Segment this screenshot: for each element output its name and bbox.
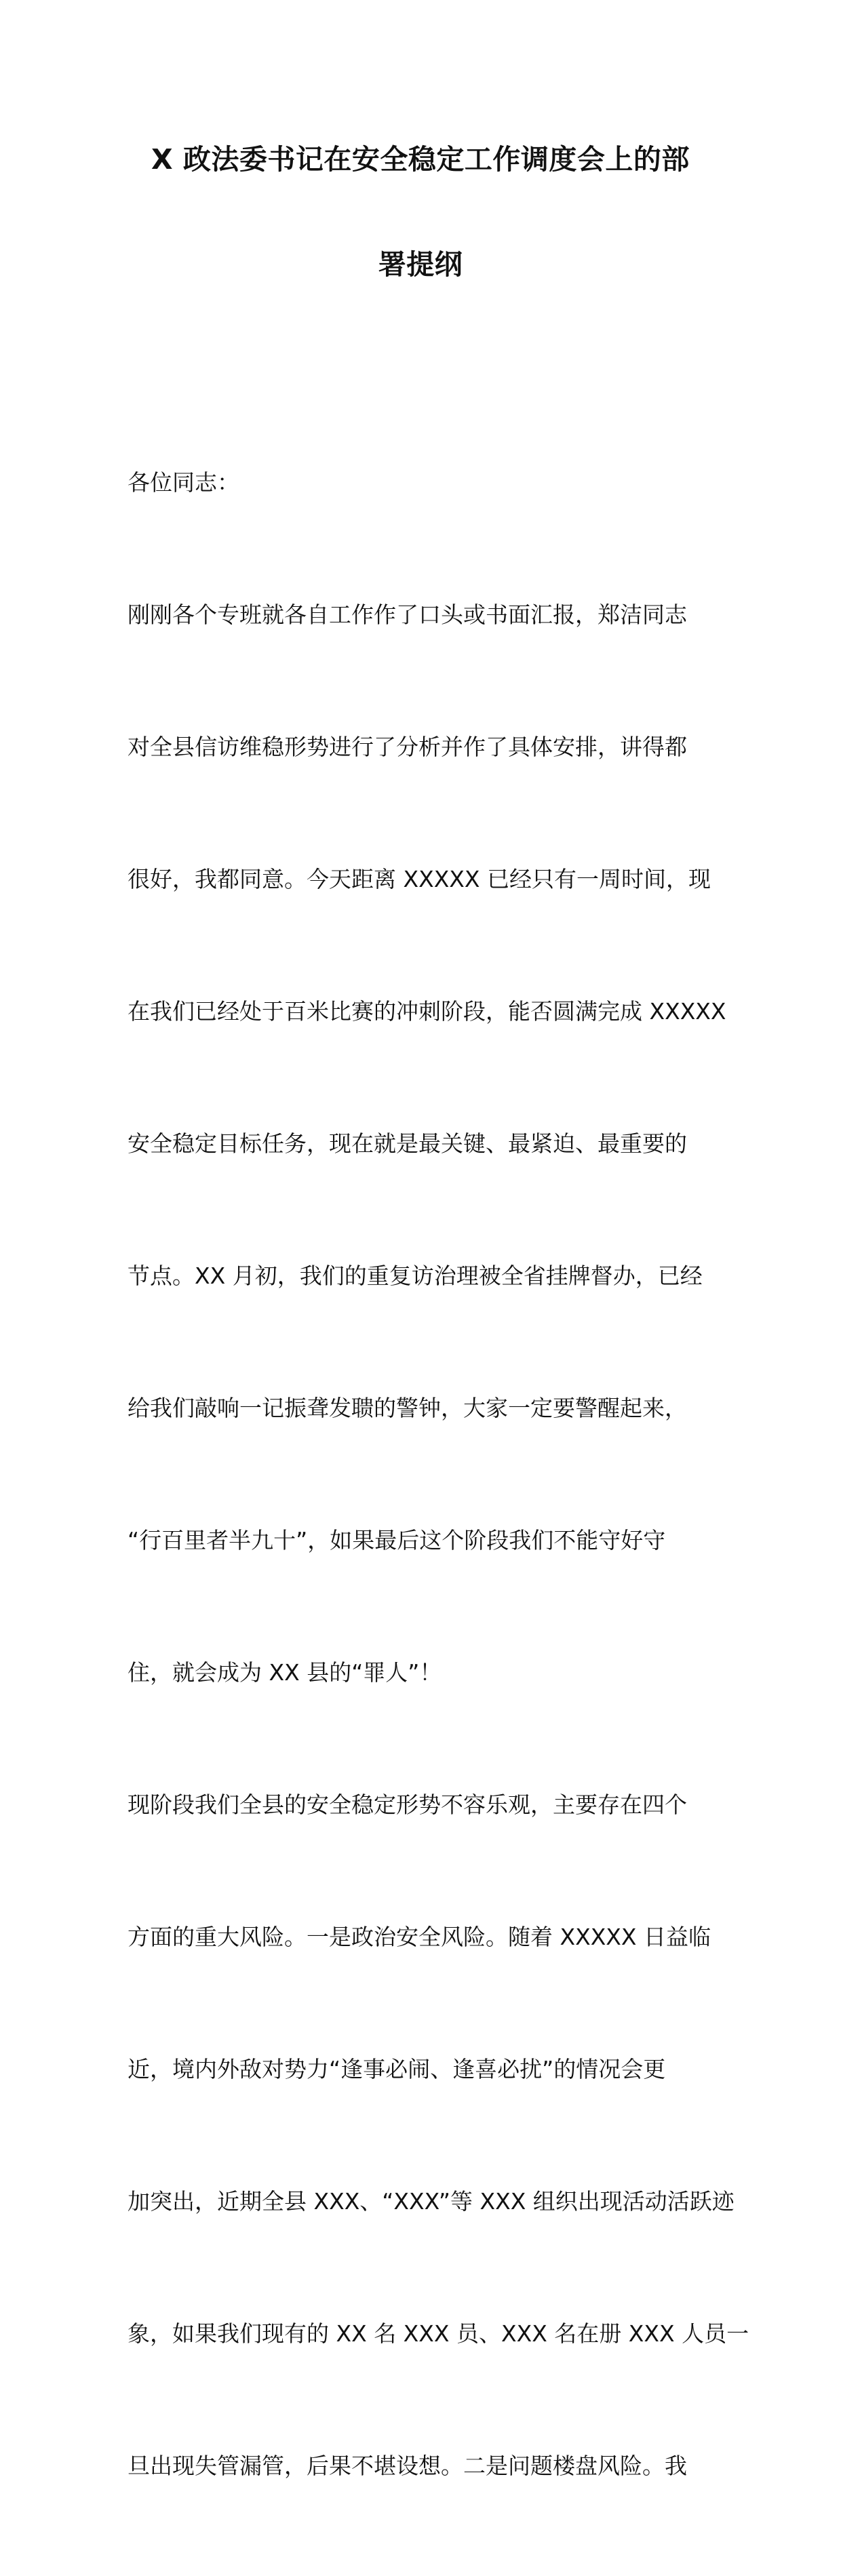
body-line: 旦出现失管漏管，后果不堪设想。二是问题楼盘风险。我 [128,2453,687,2479]
body-line: 很好，我都同意。今天距离 XXXXX 已经只有一周时间，现 [128,866,711,892]
body-line: 对全县信访维稳形势进行了分析并作了具体安排，讲得都 [128,734,687,760]
document-title-line-1: X 政法委书记在安全稳定工作调度会上的部 [151,143,690,176]
body-line: 各位同志： [128,469,239,496]
body-line: 加突出，近期全县 XXX、“XXX”等 XXX 组织出现活动活跃迹 [128,2188,735,2215]
body-line: “行百里者半九十”，如果最后这个阶段我们不能守好守 [128,1527,666,1553]
body-line: 住，就会成为 XX 县的“罪人”！ [128,1659,442,1686]
body-line: 近，境内外敌对势力“逢事必闹、逢喜必扰”的情况会更 [128,2056,666,2082]
document-title-line-2: 署提纲 [378,248,463,281]
document-body [128,372,749,2576]
body-line: 安全稳定目标任务，现在就是最关键、最紧迫、最重要的 [128,1130,687,1157]
body-line: 给我们敲响一记振聋发聩的警钟，大家一定要警醒起来， [128,1395,687,1421]
body-line: 现阶段我们全县的安全稳定形势不容乐观，主要存在四个 [128,1791,687,1818]
body-line: 节点。XX 月初，我们的重复访治理被全省挂牌督办，已经 [128,1263,703,1289]
body-line: 象，如果我们现有的 XX 名 XXX 员、XXX 名在册 XXX 人员一 [128,2320,749,2347]
body-line: 刚刚各个专班就各自工作作了口头或书面汇报，郑洁同志 [128,601,687,628]
body-line: 在我们已经处于百米比赛的冲刺阶段，能否圆满完成 XXXXX [128,998,726,1025]
body-line: 方面的重大风险。一是政治安全风险。随着 XXXXX 日益临 [128,1924,711,1950]
